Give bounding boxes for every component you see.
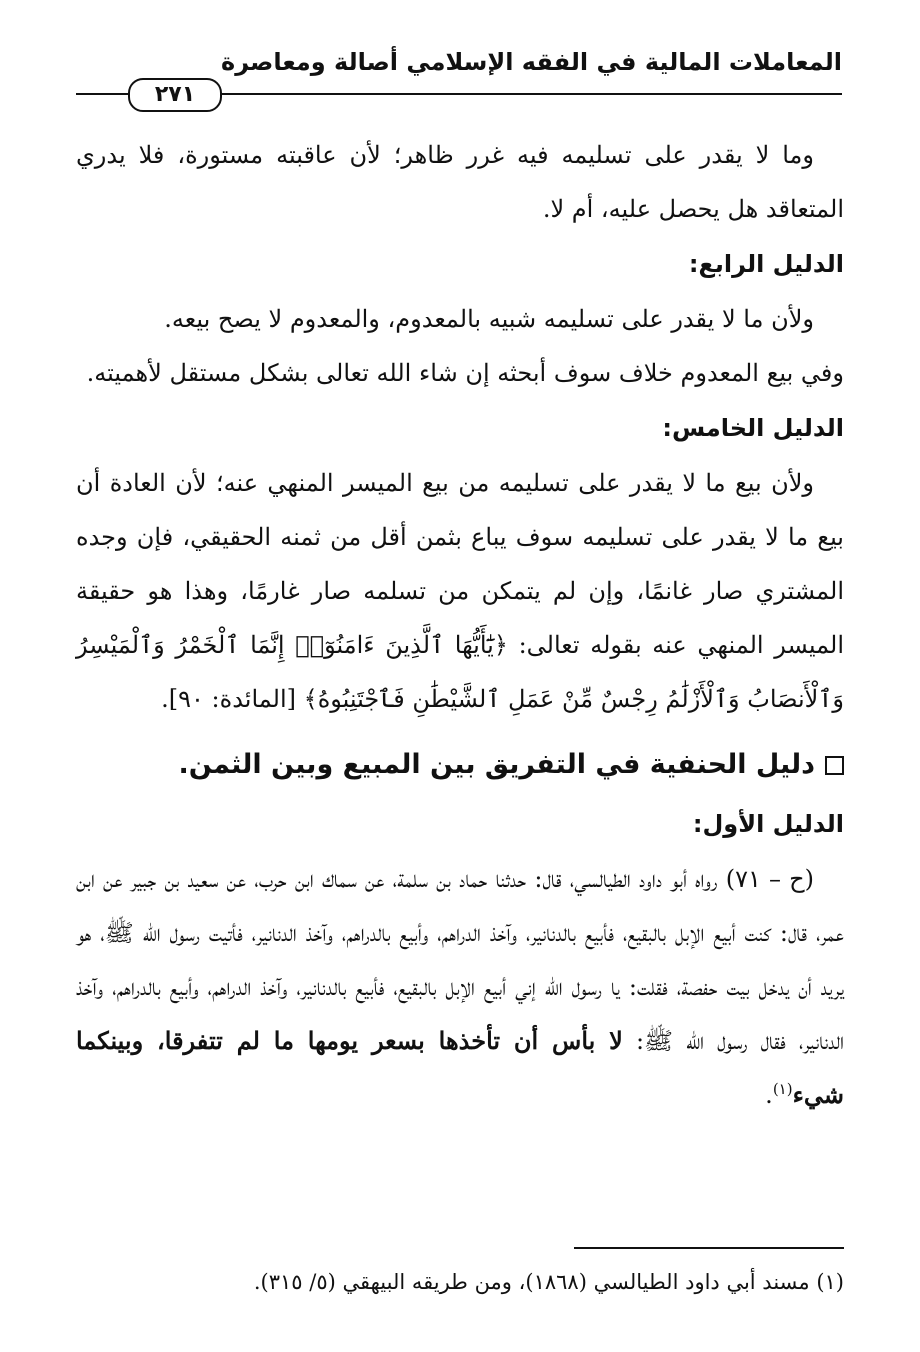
heading-fourth-evidence: الدليل الرابع: [688,250,844,278]
paragraph-end: . [765,1081,773,1109]
square-bullet-icon [825,756,844,775]
heading-fifth-evidence: الدليل الخامس: [662,414,844,442]
running-header-title: المعاملات المالية في الفقه الإسلامي أصالة ومعاصرة [221,48,842,76]
hadith-quote: لا بأس أن تأخذها بسعر يومها ما لم تتفرقا، وبينكما شيء [76,1026,844,1109]
paragraph-3: وفي بيع المعدوم خلاف سوف أبحثه إن شاء الله تعالى بشكل مستقل لأهميته. [86,359,844,387]
paragraph-4: ولأن بيع ما لا يقدر على تسليمه من بيع الميسر المنهي عنه؛ لأن العادة أن بيع ما لا يقدر على تسليمه سوف يباع بثمن أقل من ثمنه الحقيقي، فإن وجده المشتري صار غانمًا، وإن لم يتمكن من تسلمه صار غارمًا، وهذا هو حقيقة الميسر المنهي عنه بقوله تعالى: ﴿يَٰٓأَيُّهَا ٱلَّذِينَ ءَامَنُوٓا۟ إِنَّمَا ٱلْخَمْرُ وَٱلْمَيْسِرُ وَٱلْأَنصَابُ وَٱلْأَزْلَٰمُ رِجْسٌ مِّنْ عَمَلِ ٱلشَّيْطَٰنِ فَٱجْتَنِبُوهُ﴾ [المائدة: ٩٠]. [76,469,844,713]
paragraph-5 [76,852,844,1122]
main-text [76,128,844,1122]
heading-first-evidence: الدليل الأول: [692,810,844,838]
hadith-text: (ح – ٧١) رواه أبو داود الطيالسي، قال: حدثنا حماد بن سلمة، عن سماك ابن حرب، عن سعيد بن جبير عن ابن عمر، قال: كنت أبيع الإبل بالبقيع، فأبيع بالدنانير، وآخذ الدراهم، وأبيع بالدراهم، وآخذ الدنانير، فأتيت رسول الله ﷺ، هو يريد أن يدخل بيت حفصة، فقلت: يا رسول الله إني أبيع الإبل بالبقيع، فأبيع بالدنانير، وآخذ الدراهم، وأبيع بالدراهم، وآخذ الدنانير، فقال رسول الله ﷺ: [76,865,844,1055]
footnote-ref: (١) [772,1080,793,1098]
footnote-1: (١) مسند أبي داود الطيالسي (١٨٦٨)، ومن طريقه البيهقي (٥/ ٣١٥). [253,1270,844,1294]
section-heading-text: دليل الحنفية في التفريق بين المبيع وبين الثمن. [178,749,815,780]
paragraph-2: ولأن ما لا يقدر على تسليمه شبيه بالمعدوم، والمعدوم لا يصح بيعه. [164,305,814,333]
page-number-badge: ٢٧١ [128,78,222,112]
section-heading [76,734,844,796]
footnote-rule [574,1247,844,1249]
paragraph-1: وما لا يقدر على تسليمه فيه غرر ظاهر؛ لأن عاقبته مستورة، فلا يدري المتعاقد هل يحصل عليه، أم لا. [76,141,844,223]
